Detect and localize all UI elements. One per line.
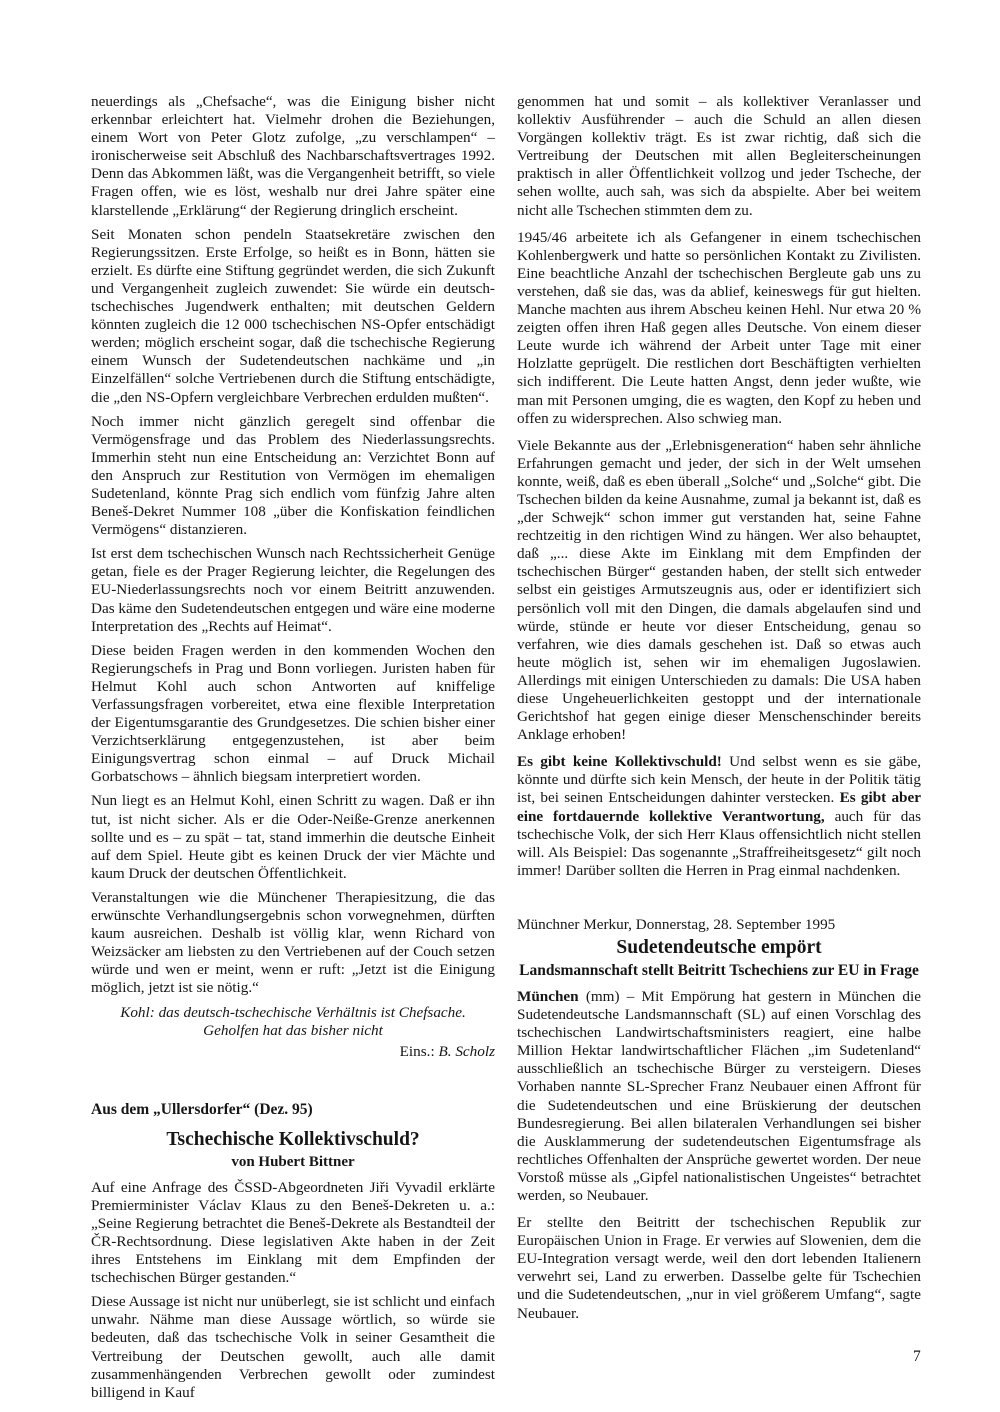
body-paragraph: Er stellte den Beitritt der tschechischen Republik zur Europäischen Union in Frage. Er verwies auf Slowenien, dem die EU-Integration versagt werde, weil den dort lebenden Italienern verwehrt sei, Land zu erwerben. Dasselbe gelte für Tschechien und die Sudetendeutschen, „nur in viel größerem Umfang“, sagte Neubauer. — [517, 1214, 921, 1322]
body-paragraph: genommen hat und somit – als kollektiver Veranlasser und kollektiv Ausführender – auch die Schuld an allen diesen Vorgängen kollektiv trägt. Es ist zwar richtig, daß sich die Vertreibung der Deutschen mit allen Begleiterscheinungen praktisch in aller Öffentlichkeit vollzog und jeder Tscheche, der sehen wollte, auch sah, was sich da abspielte. Aber bei weitem nicht alle Tschechen stimmten dem zu. — [517, 93, 921, 219]
article-headline: Tschechische Kollektivschuld? — [166, 1128, 420, 1150]
left-column — [91, 93, 495, 1408]
lead-location: München — [517, 987, 579, 1005]
body-paragraph: Veranstaltungen wie die Münchener Therapiesitzung, die das erwünschte Verhandlungsergebnis schon vorwegnehmen, dürften kaum ausreichen. Deshalb ist völlig klar, wenn Richard von Weizsäcker am liebsten zu den Vertriebenen auf der Couch setzen würde und wen er meint, wenn er ruft: „Jetzt ist die Einigung möglich, jetzt ist sie nötig.“ — [91, 888, 495, 997]
credit-prefix: Eins.: — [399, 1042, 439, 1060]
article-source-kicker: Aus dem „Ullersdorfer“ (Dez. 95) — [91, 1100, 313, 1118]
body-paragraph: Diese beiden Fragen werden in den kommenden Wochen den Regierungschefs in Prag und Bonn vorliegen. Juristen haben für Helmut Kohl auch schon Antworten auf kniffelige Verfassungsfragen vorbereitet, etwa eine flexible Interpretation der Eigentumsgarantie des Grundgesetzes. Die schien bisher einer Verzichtserklärung entgegenzustehen, ist aber beim Einigungsvertrag schon einmal – auf Druck Michail Gorbatschows – ähnlich biegsam interpretiert worden. — [91, 641, 495, 786]
article-headline: Sudetendeutsche empört — [616, 936, 822, 958]
body-paragraph: Nun liegt es an Helmut Kohl, einen Schritt zu wagen. Daß er ihn tut, ist nicht sicher. Als er die Oder-Neiße-Grenze anerkennen sollte und es – zu spät – tat, stand immerhin die deutsche Einheit auf dem Spiel. Heute gibt es keinen Druck der vier Mächte und kaum Druck der deutschen Öffentlichkeit. — [91, 792, 495, 882]
body-paragraph: Diese Aussage ist nicht nur unüberlegt, sie ist schlicht und einfach unwahr. Nähme man diese Aussage wörtlich, so würde sie bedeuten, daß das tschechische Volk in seiner Gesamtheit die Vertreibung der Deutschen gewollt, auch alle damit zusammenhängenden Verbrechen gewollt oder zumindest billigend in Kauf — [91, 1293, 495, 1401]
body-paragraph: 1945/46 arbeitete ich als Gefangener in einem tschechischen Kohlenbergwerk und hatte so persönlichen Kontakt zu Zivilisten. Eine beachtliche Anzahl der tschechischen Bergleute gab uns zu verstehen, daß sie das, was da ablief, keineswegs für gut hielten. Manche machten aus ihrem Abscheu keinen Hehl. Nur etwa 20 % zeigten offen ihren Haß gegen alles Deutsche. Von einem dieser Leute wurde ich während der Arbeit unter Tage mit einer Holzlatte geprügelt. Die restlichen dort Beschäftigten verhielten sich indifferent. Die Leute hatten Angst, denn jeder wußte, wie man mit Personen umging, die es wagten, den Kopf zu heben und offen zu widersprechen. Also schwieg man. — [517, 228, 921, 427]
bold-statement: Es gibt aber eine fortdauernde kollektive Verantwortung, — [517, 789, 921, 825]
body-paragraph: Noch immer nicht gänzlich geregelt sind offenbar die Vermögensfrage und das Problem des Niederlassungsrechts. Immerhin steht nun eine Entscheidung an: Verzichtet Bonn auf den Anspruch zur Restitution von Vermögen im ehemaligen Sudetenland, könnte Prag sich endlich vom fünfzig Jahre alten Beneš-Dekret Nummer 108 „über die Konfiskation feindlichen Vermögens“ distanzieren. — [91, 412, 495, 539]
article-dateline: Münchner Merkur, Donnerstag, 28. September 1995 — [517, 915, 836, 933]
article-subhead: Landsmannschaft stellt Beitritt Tschechiens zur EU in Frage — [519, 961, 919, 979]
caption-line: Kohl: das deutsch-tschechische Verhältnis ist Chefsache. — [120, 1003, 466, 1021]
credit-name: B. Scholz — [438, 1042, 495, 1060]
lead-paragraph — [517, 988, 921, 1205]
closing-paragraph — [517, 753, 921, 880]
paragraph-text: Und selbst wenn es sie gäbe, könnte und dürfte sich kein Mensch, der heute in der Politik tätig ist, bei seinen Entscheidungen dahinter verstecken. — [517, 753, 921, 807]
image-credit — [91, 1043, 495, 1061]
body-paragraph: Ist erst dem tschechischen Wunsch nach Rechtssicherheit Genüge getan, fiele es der Prager Regierung leichter, die Regelungen des EU-Niederlassungsrechts noch vor einem Beitritt anzuwenden. Das käme den Sudetendeutschen entgegen und wäre eine moderne Interpretation des „Rechts auf Heimat“. — [91, 545, 496, 635]
body-paragraph: neuerdings als „Chefsache“, was die Einigung bisher nicht erkennbar erleichtert hat. Vielmehr drohen die Beziehungen, einem Wort von Peter Glotz zufolge, „zu verschlampen“ – ironischerweise seit Abschluß des Nachbarschaftsvertrages 1992. Denn das Abkommen läßt, was die Vergangenheit betrifft, so viele Fragen offen, wie es löst, weshalb nur drei Jahre später eine klarstellende „Erklärung“ der Regierung dringlich erscheint. — [91, 93, 495, 219]
article-byline: von Hubert Bittner — [231, 1153, 355, 1170]
paragraph-text: auch für das tschechische Volk, der sich Herr Klaus offensichtlich nicht stellen will. Als Beispiel: Das sogenannte „Straffreiheitsgesetz“ gilt noch immer! Darüber sollten die Herren in Prag einmal nachdenken. — [517, 807, 921, 879]
caption-line: Geholfen hat das bisher nicht — [203, 1021, 383, 1039]
right-column — [517, 93, 921, 1332]
paragraph-text: (mm) – Mit Empörung hat gestern in München die Sudetendeutsche Landsmannschaft (SL) auf einen Vorschlag des tschechischen Landwirtschaftsministers reagiert, eine halbe Million Hektar landwirtschaftlicher Flächen „im Sudetenland“ ausschließlich an tschechische Bürger zu versteigern. Dieses Vorhaben nannte SL-Sprecher Franz Neubauer einen Affront für die Sudetendeutschen und eine Brüskierung der deutschen Bundesregierung. Bei allen bilateralen Verhandlungen sei bisher die Ausklammerung der sudetendeutschen Eigentumsfrage als rechtliches Offenhalten der Ansprüche gewertet worden. Der neue Vorstoß müsse als „Gipfel nationalistischen Ungeistes“ betrachtet werden, so Neubauer. — [517, 987, 921, 1204]
body-paragraph: Seit Monaten schon pendeln Staatsekretäre zwischen den Regierungssitzen. Erste Erfolge, so heißt es in Bonn, hätten sie erzielt. Es dürfte eine Stiftung gegründet werden, die sich Zukunft und Vergangenheit zugleich zuwendet: Sie würde ein deutsch-tschechisches Jugendwerk enthalten; mit deutschen Geldern könnten zugleich die 12 000 tschechischen NS-Opfer entschädigt werden; möglich erscheint sogar, daß die tschechische Regierung einem Wunsch der Sudetendeutschen nachkäme und „in Einzelfällen“ solche Vertriebenen durch die Stiftung entschädigte, die „den NS-Opfern vergleichbare Verbrechen erdulden mußten“. — [91, 225, 495, 406]
body-paragraph: Viele Bekannte aus der „Erlebnisgeneration“ haben sehr ähnliche Erfahrungen gemacht und jeder, der sich in der Welt umsehen konnte, weiß, daß es eben überall „Solche“ und „Solche“ gibt. Die Tschechen bilden da keine Ausnahme, zumal ja bekannt ist, daß es „der Schwejk“ schon immer gut verstanden hat, seine Fahne rechtzeitig in den richtigen Wind zu hängen. Wer also behauptet, daß „... diese Akte im Einklang mit dem Empfinden der tschechischen Bürger“ gestanden haben, der stellt sich entweder selbst ein geistiges Armutszeugnis aus, oder er identifiziert sich persönlich voll mit den Dingen, die damals abgelaufen sind und würde, stünde er heute vor dieser Entscheidung, genau so verfahren, wie dies damals geschehen ist. Daß so etwas auch heute möglich ist, sehen wir im ehemaligen Jugoslawien. Allerdings mit einigen Unterschieden zu damals: Die USA haben diese Ungeheuerlichkeiten gestoppt und der internationale Gerichtshof hat gegen einige dieser Menschenschinder bereits Anklage erhoben! — [517, 436, 921, 744]
image-caption — [91, 1004, 495, 1040]
bold-statement: Es gibt keine Kollektivschuld! — [517, 753, 722, 771]
body-paragraph: Auf eine Anfrage des ČSSD-Abgeordneten Jiři Vyvadil erklärte Premierminister Václav Klaus zu den Beneš-Dekreten u. a.: „Seine Regierung betrachtet die Beneš-Dekrete als Bestandteil der ČR-Rechtsordnung. Diese legislativen Akte haben in der Zeit ihres Entstehens im Einklang mit dem Empfinden der tschechischen Bürger gestanden.“ — [91, 1178, 495, 1287]
page-number: 7 — [913, 1348, 921, 1365]
